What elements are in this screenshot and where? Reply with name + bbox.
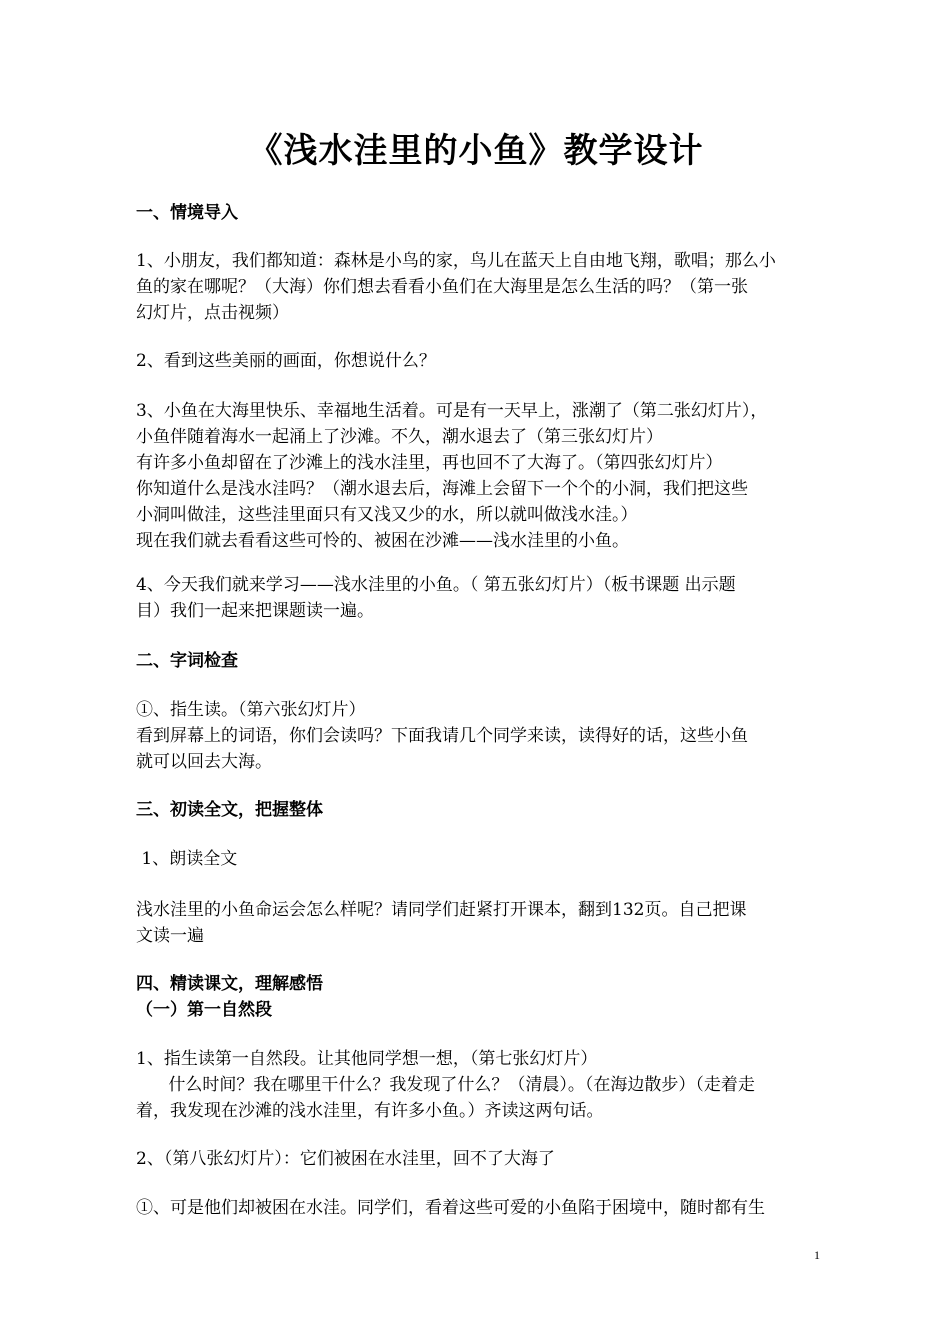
paragraph-intro-4: 4、今天我们就来学习——浅水洼里的小鱼。（ 第五张幻灯片）（板书课题 出示题 目）我们一起来把课题读一遍。 — [136, 575, 736, 621]
paragraph-close-read-1: 1、指生读第一自然段。让其他同学想一想，（第七张幻灯片） 什么时间？我在哪里干什么？我发现了什么？（清晨）。（在海边散步）（走着走 着，我发现在沙滩的浅水洼里，有许多小鱼。）齐读这两句话。 — [136, 1049, 755, 1121]
subsection-heading: （一）第一自然段 — [136, 1000, 272, 1020]
paragraph-intro-3: 3、小鱼在大海里快乐、幸福地生活着。可是有一天早上，涨潮了（第二张幻灯片）， 小鱼伴随着海水一起涌上了沙滩。不久，潮水退去了（第三张幻灯片） 有许多小鱼却留在了沙滩上的浅水洼里，再也回不了大海了。（第四张幻灯片） 你知道什么是浅水洼吗？（潮水退去后，海滩上会留下一个个的小洞，我们把这些 小洞叫做洼，这些洼里面只有又浅又少的水，所以就叫做浅水洼。） 现在我们就去看看这些可怜的、被困在沙滩——浅水洼里的小鱼。 — [136, 401, 768, 551]
section-heading-first-read: 三、初读全文，把握整体 — [136, 800, 323, 820]
paragraph-close-read-3: ①、可是他们却被困在水洼。同学们，看着这些可爱的小鱼陷于困境中，随时都有生 — [136, 1198, 765, 1218]
paragraph-close-read-2: 2、（第八张幻灯片）：它们被困在水洼里，回不了大海了 — [136, 1149, 555, 1169]
page-number: 1 — [814, 1248, 820, 1262]
paragraph-intro-2: 2、看到这些美丽的画面，你想说什么？ — [136, 351, 436, 371]
paragraph-intro-1: 1、小朋友，我们都知道：森林是小鸟的家，鸟儿在蓝天上自由地飞翔，歌唱；那么小 鱼的家在哪呢？（大海）你们想去看看小鱼们在大海里是怎么生活的吗？（第一张 幻灯片，点击视频） — [136, 251, 776, 323]
page-title: 《浅水洼里的小鱼》教学设计 — [248, 131, 704, 171]
paragraph-read-aloud: 1、朗读全文 — [136, 849, 238, 869]
paragraph-vocab: ①、指生读。（第六张幻灯片） 看到屏幕上的词语，你们会读吗？下面我请几个同学来读，读得好的话，这些小鱼 就可以回去大海。 — [136, 700, 748, 772]
section-heading-close-read: 四、精读课文，理解感悟 （一）第一自然段 — [136, 971, 816, 1023]
section-heading-vocab: 二、字词检查 — [136, 651, 238, 671]
section-heading-intro: 一、情境导入 — [136, 203, 238, 223]
paragraph-read-instructions: 浅水洼里的小鱼命运会怎么样呢？请同学们赶紧打开课本，翻到132页。自己把课 文读一遍 — [136, 900, 747, 946]
